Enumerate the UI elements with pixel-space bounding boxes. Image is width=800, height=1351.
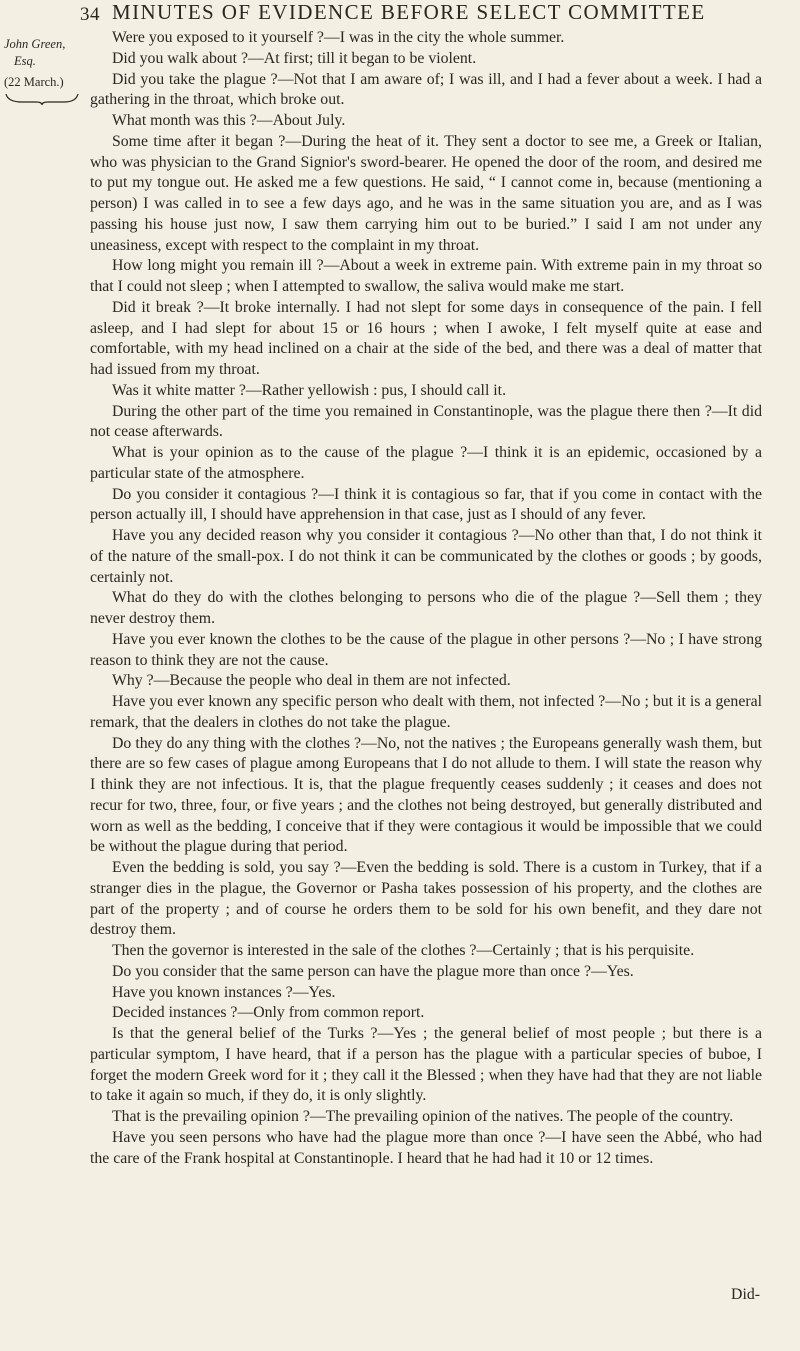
page-number: 34 [80,4,100,25]
evidence-paragraph: Have you ever known any specific person who dealt with them, not infected ?—No ; but it is a general remark, that the dealers in clothes do not take the plague. [90,693,762,731]
evidence-paragraph: Were you exposed to it yourself ?—I was in the city the whole summer. [112,29,565,46]
margin-note [4,36,84,91]
evidence-paragraph: Do they do any thing with the clothes ?—No, not the natives ; the Europeans generally wash them, but there are so few cases of plague among Europeans that I do not allude to them. I will state the reason why I think they are not infectious. It is, that the plague frequently ceases suddenly ; it ceases and does not recur for two, three, four, or five years ; and the clothes not being destroyed, but generally distributed and worn as well as the bedding, I conceive that if they were contagious it would be impossible that we could be without the plague during that period. [90,734,762,856]
evidence-body [90,28,762,1169]
evidence-paragraph: Did you take the plague ?—Not that I am aware of; I was ill, and I had a fever about a week. I had a gathering in the throat, which broke out. [90,70,762,109]
evidence-paragraph: Do you consider it contagious ?—I think it is contagious so far, that if you come in contact with the person actually ill, I should have apprehension in that case, just as I should of any fever. [90,485,762,524]
evidence-paragraph: What do they do with the clothes belonging to persons who die of the plague ?—Sell them ; they never destroy them. [90,589,762,627]
evidence-paragraph: Then the governor is interested in the sale of the clothes ?—Certainly ; that is his perquisite. [112,942,695,959]
hearing-date: (22 March.) [4,75,64,89]
evidence-paragraph: How long might you remain ill ?—About a week in extreme pain. With extreme pain in my throat so that I could not sleep ; when I attempted to swallow, the saliva would make me start. [90,257,762,295]
evidence-paragraph: Some time after it began ?—During the heat of it. They sent a doctor to see me, a Greek or Italian, who was physician to the Grand Signior's sword-bearer. He opened the door of the room, and desired me to put my tongue out. He asked me a few questions. He said, “ I cannot come in, because (mentioning a person) I was called in to see a few days ago, and he was in the same situation you are, and as I was passing his house just now, I saw them carrying him out to be buried.” I said I am not under any uneasiness, except with respect to the complaint in my throat. [90,132,762,254]
evidence-paragraph: Did it break ?—It broke internally. I had not slept for some days in consequence of the pain. I fell asleep, and I had slept for about 15 or 16 hours ; when I awoke, I felt myself quite at ease and comfortable, with my head inclined on a chair at the side of the bed, and there was a deal of matter that had issued from my throat. [90,298,762,378]
evidence-paragraph: Have you any decided reason why you consider it contagious ?—No other than that, I do not think it of the nature of the small-pox. I do not think it can be communicated by the clothes or goods ; by goods, certainly not. [90,527,762,586]
running-title: MINUTES OF EVIDENCE BEFORE SELECT COMMITTEE [112,0,706,24]
evidence-paragraph: What is your opinion as to the cause of the plague ?—I think it is an epidemic, occasioned by a particular state of the atmosphere. [90,444,762,482]
evidence-paragraph: Have you known instances ?—Yes. [112,983,336,1001]
evidence-paragraph: Have you seen persons who have had the plague more than once ?—I have seen the Abbé, who had the care of the Frank hospital at Constantinople. I heard that he had had it 10 or 12 times. [90,1128,762,1167]
evidence-paragraph: Did you walk about ?—At first; till it began to be violent. [112,49,477,67]
evidence-paragraph: Is that the general belief of the Turks ?—Yes ; the general belief of most people ; but there is a particular symptom, I have heard, that if a person has the plague with a particular species of buboe, I forget the modern Greek word for it ; they call it the Blessed ; when they have had that they are not liable to take it again so much, if they do, it is only slightly. [90,1025,762,1105]
evidence-paragraph: Have you ever known the clothes to be the cause of the plague in other persons ?—No ; I have strong reason to think they are not the cause. [90,630,762,669]
evidence-paragraph: Why ?—Because the people who deal in them are not infected. [112,672,511,690]
evidence-paragraph: Do you consider that the same person can have the plague more than once ?—Yes. [112,962,634,980]
witness-suffix: Esq. [14,54,36,68]
evidence-paragraph: During the other part of the time you remained in Constantinople, was the plague there then ?—It did not cease afterwards. [90,402,762,441]
evidence-paragraph: Was it white matter ?—Rather yellowish : pus, I should call it. [112,381,507,399]
evidence-paragraph: That is the prevailing opinion ?—The prevailing opinion of the natives. The people of the country. [112,1108,734,1125]
witness-name: John Green, [4,37,66,51]
catchword: Did- [731,1286,760,1303]
evidence-paragraph: Even the bedding is sold, you say ?—Even the bedding is sold. There is a custom in Turkey, that if a stranger dies in the plague, the Governor or Pasha takes possession of his property, and the clothes are part of the property ; and of course he orders them to be sold for his own benefit, and they dare not destroy them. [90,859,762,939]
brace-mark [4,92,80,106]
evidence-paragraph: What month was this ?—About July. [112,112,346,129]
evidence-paragraph: Decided instances ?—Only from common report. [112,1004,425,1022]
